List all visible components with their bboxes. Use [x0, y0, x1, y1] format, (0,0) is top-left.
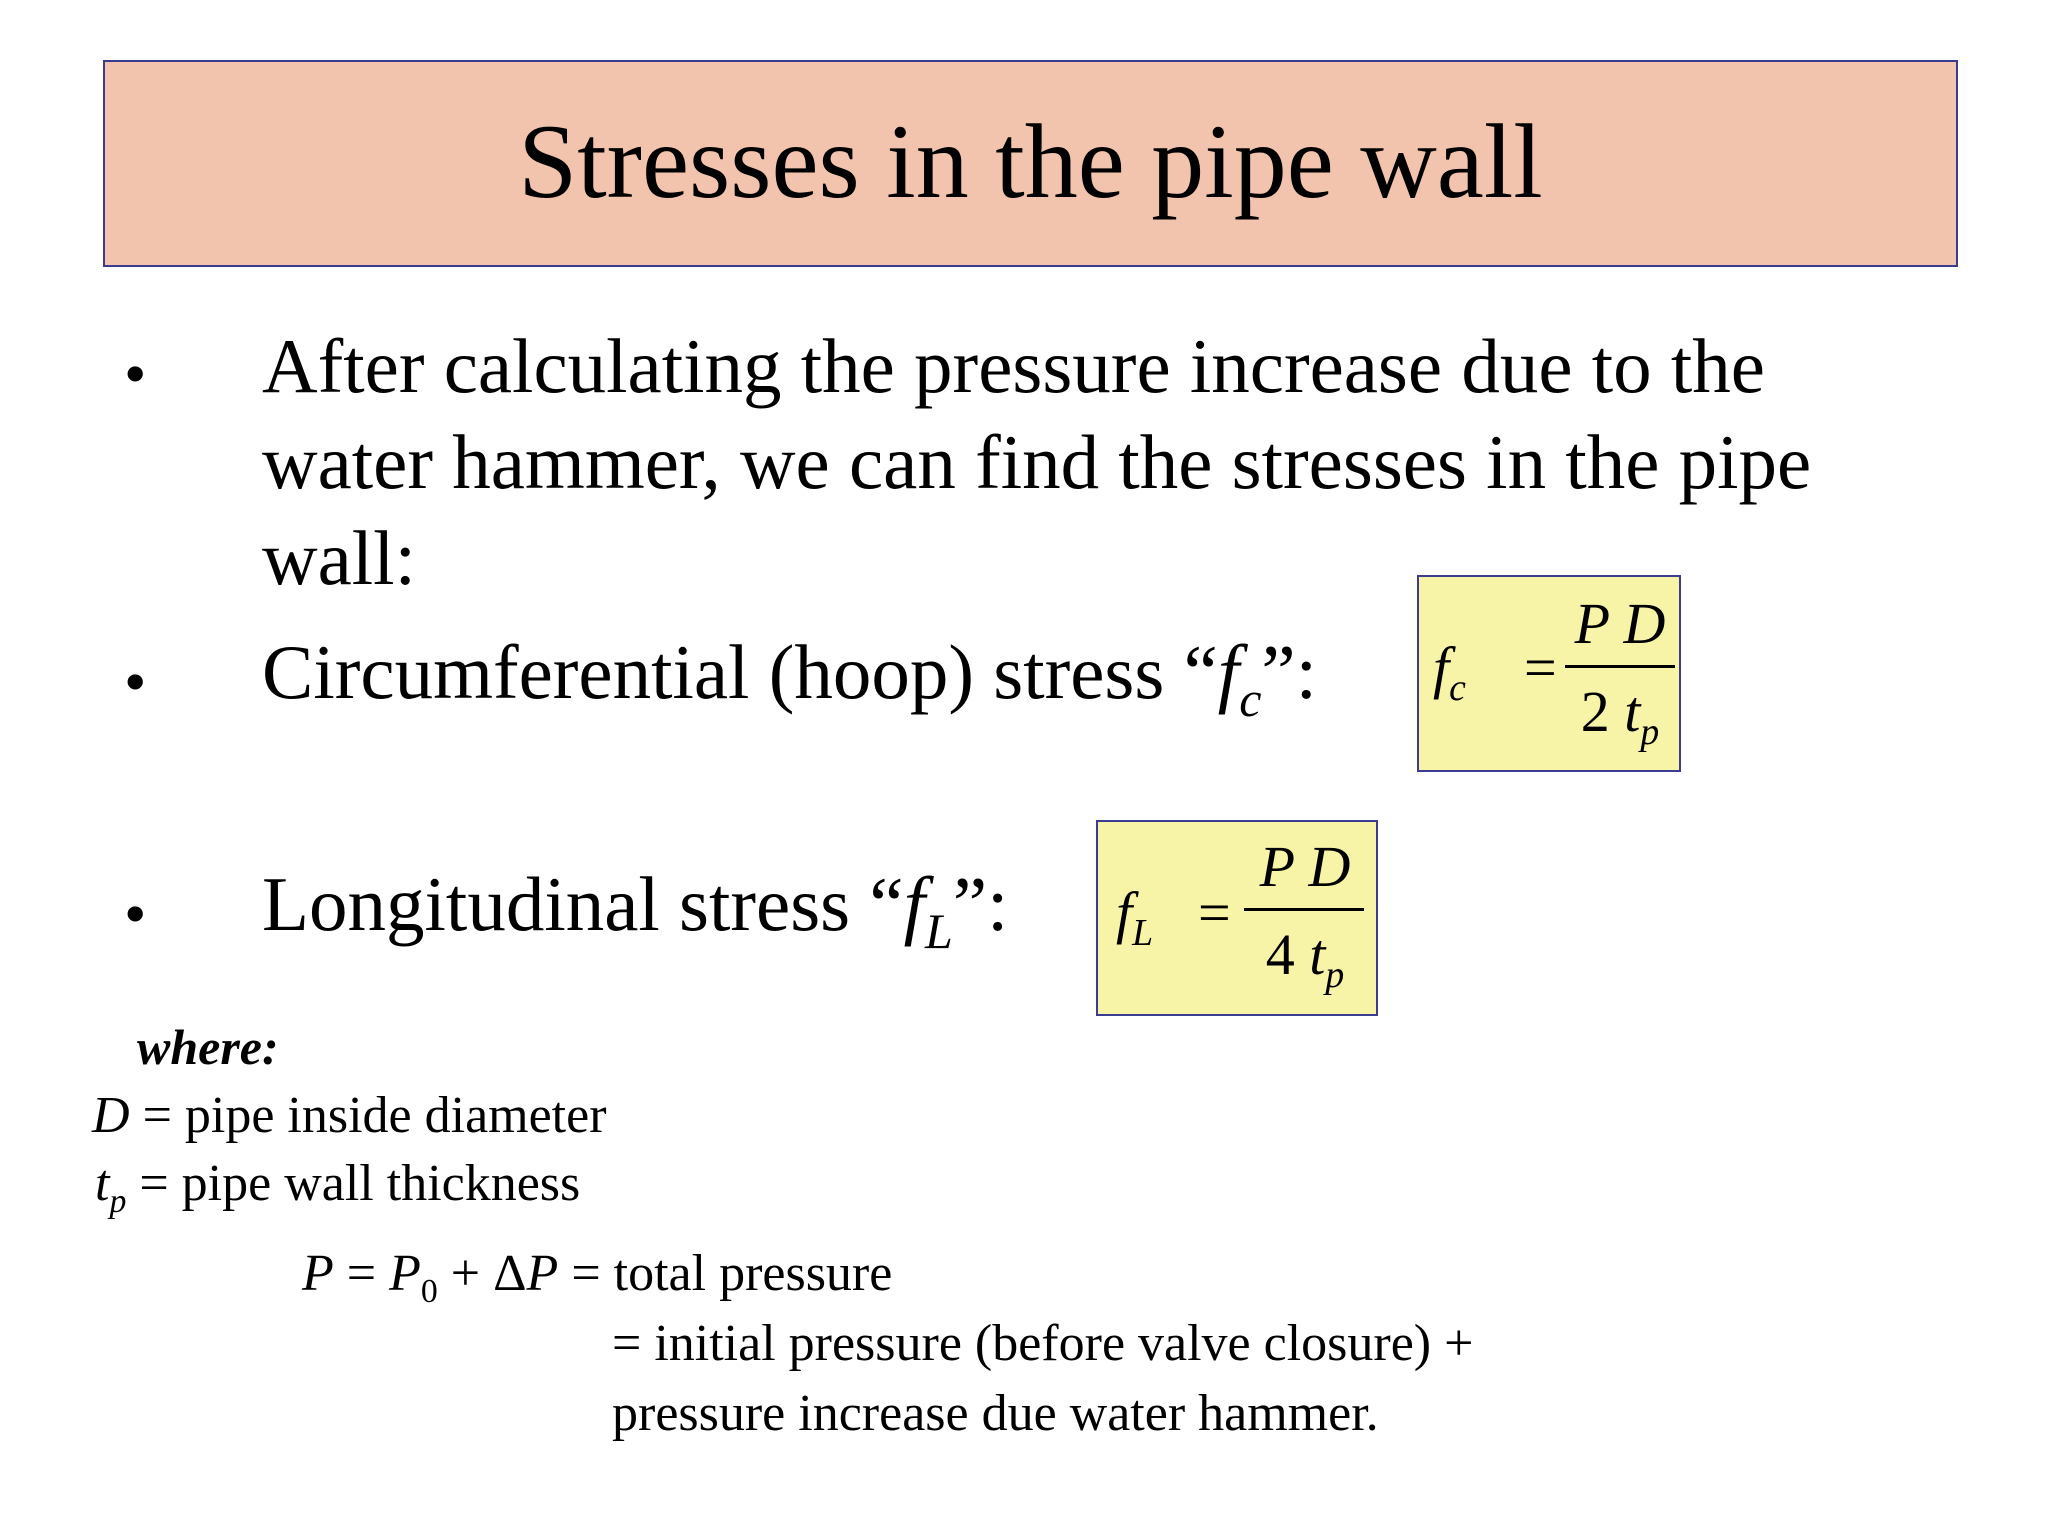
definition-thickness-text: = pipe wall thickness [139, 1155, 581, 1212]
hoop-denominator [1567, 679, 1673, 754]
long-den-sub: p [1325, 954, 1345, 997]
hoop-numerator: P D [1574, 591, 1666, 656]
bullet-2-before: Circumferential (hoop) stress “ [262, 629, 1218, 715]
hoop-lhs [1433, 635, 1466, 710]
bullet-dot-1: • [124, 338, 147, 409]
bullet-dot-2: • [124, 646, 147, 717]
bullet-1-text [262, 318, 1811, 606]
bullet-3-text [262, 856, 1008, 961]
pressure-plus: + [450, 1245, 481, 1302]
pressure-p0: P [389, 1245, 421, 1302]
pressure-line-3: pressure increase due water hammer. [612, 1385, 1379, 1442]
long-lhs [1116, 880, 1154, 955]
hoop-equals: = [1524, 635, 1557, 700]
bullet-1-line-3: wall: [262, 515, 416, 601]
long-lhs-sub: L [1132, 912, 1154, 955]
pressure-line-1: total pressure [613, 1245, 893, 1302]
hoop-den-sub: p [1640, 711, 1660, 754]
hoop-stress-formula [1417, 575, 1681, 772]
bullet-2-var-sub: c [1239, 670, 1262, 727]
pressure-line-2: = initial pressure (before valve closure) + [612, 1315, 1474, 1372]
pressure-eq1: = [346, 1245, 377, 1302]
long-den-coef: 4 [1265, 922, 1295, 987]
bullet-2-var: f [1217, 629, 1240, 715]
definition-diameter-text: = pipe inside diameter [142, 1087, 607, 1144]
hoop-den-coef: 2 [1580, 679, 1610, 744]
long-numerator: P D [1259, 834, 1351, 899]
pressure-delta: Δ [493, 1245, 527, 1302]
bullet-3-before: Longitudinal stress “ [262, 861, 904, 947]
pressure-dp: P [526, 1245, 559, 1302]
longitudinal-stress-formula [1096, 820, 1378, 1016]
bullet-1-line-2: water hammer, we can find the stresses in the pipe [262, 419, 1812, 505]
bullet-2-after: ”: [1261, 629, 1317, 715]
pressure-lhs: P [302, 1245, 334, 1302]
long-lhs-var: f [1116, 880, 1133, 945]
long-equals: = [1198, 880, 1231, 945]
bullet-3-var: f [903, 861, 925, 947]
hoop-fraction-bar [1565, 665, 1675, 668]
bullet-2-text [262, 624, 1317, 729]
bullet-1-line-1: After calculating the pressure increase due to the [262, 323, 1765, 409]
where-label: where: [137, 1019, 279, 1075]
hoop-lhs-sub: c [1449, 667, 1466, 710]
long-fraction-bar [1244, 908, 1364, 911]
definition-diameter [92, 1087, 607, 1144]
definition-thickness [95, 1155, 581, 1220]
long-den-var: t [1309, 922, 1326, 987]
hoop-lhs-var: f [1433, 635, 1450, 700]
definition-diameter-symbol: D [92, 1087, 130, 1144]
title-banner [103, 60, 1958, 267]
hoop-den-var: t [1624, 679, 1641, 744]
slide-title: Stresses in the pipe wall [518, 102, 1543, 220]
definition-thickness-symbol: t [95, 1155, 110, 1212]
definition-thickness-sub: p [109, 1182, 127, 1220]
pressure-equation [302, 1245, 893, 1310]
pressure-p0-sub: 0 [420, 1272, 438, 1310]
bullet-3-var-sub: L [924, 902, 953, 959]
bullet-dot-3: • [124, 878, 147, 949]
bullet-3-after: ”: [952, 861, 1009, 947]
pressure-eq2: = [571, 1245, 601, 1302]
long-denominator [1246, 922, 1364, 997]
